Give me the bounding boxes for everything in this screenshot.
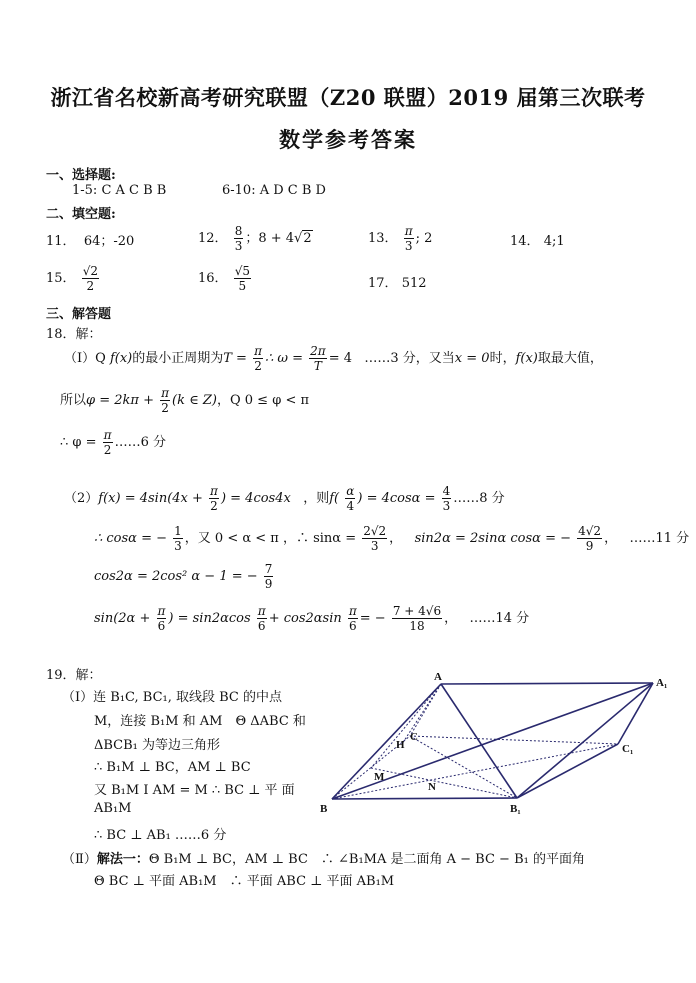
label-C1: C₁ [622,743,634,755]
label-C: C [410,731,418,743]
answer-17: 17． 512 [368,276,427,291]
q18-line-7: sin(2α + $\frac{\pi}{6}$ ) = sin2αcos $\frac{\pi}{6}$ + cos2αsin $\frac{\pi}{6}$ = − $\frac{7 + 4√6}{18}$ ， ……14 分 [94,604,530,633]
q19-line-3: ΔBCB₁ 为等边三角形 [94,738,221,753]
edge-A-A1 [441,683,653,684]
section-heading-choice: 一、选择题: [46,168,116,183]
q18-label: 18．解： [46,327,102,342]
q18-line-6: cos2α = 2cos² α − 1 = − $\frac{7}{9}$ [94,562,273,591]
q18-line-3: ∴ φ = $\frac{\pi}{2}$ ……6 分 [60,428,166,457]
q18-line-5: ∴ cosα = − $\frac{1}{3}$ ，又 0 < α < π ，∴ sinα = $\frac{2√2}{3}$ ， sin2α = 2sinα cosα = − $\frac{4√2}{9}$ ， ……11 分 [94,524,690,553]
edge-A-B1 [441,684,517,798]
answer-13: 13． $\frac{\pi}{3}$ ; 2 [368,224,433,253]
label-A1: A₁ [656,677,668,689]
answer-15: 15． $\frac{√2}{2}$ [46,264,98,293]
q18-line-1: （Ⅰ）Q f(x)的最小正周期为T = $\frac{\pi}{2}$ ∴ ω = $\frac{2\pi}{T}$ = 4 ……3 分，又当x = 0时，f(x)取最大值， [64,344,603,373]
edge-B-A [332,684,441,799]
answer-16: 16． $\frac{√5}{5}$ [198,264,250,293]
q19-line-6: AB₁M [94,801,132,816]
q19-line-4: ∴ B₁M ⊥ BC，AM ⊥ BC [94,760,251,775]
section-heading-fill: 二、填空题: [46,207,116,222]
edge-B-B1 [332,798,517,799]
label-N: N [428,781,436,793]
q19-label: 19．解： [46,668,102,683]
choice-answers-1-5: 1-5: C A C B B [72,183,167,198]
label-M: M [374,771,385,783]
choice-answers-6-10: 6-10: A D C B D [222,183,326,198]
edge-M-B1 [371,768,517,798]
label-B: B [320,803,328,815]
prism-figure [312,664,672,824]
edge-C1-B1 [517,744,618,798]
edge-A-H [402,684,441,744]
q19-line-5: 又 B₁M I AM = M ∴ BC ⊥ 平 面 [94,783,295,798]
q19-line-8: （Ⅱ）解法一：Θ B₁M ⊥ BC，AM ⊥ BC ∴ ∠B₁MA 是二面角 A − BC − B₁ 的平面角 [62,852,585,867]
edge-A1-B1 [517,683,653,798]
q18-line-4: （2）f(x) = 4sin(4x + $\frac{\pi}{2}$ ) = 4cos4x ，则f( $\frac{\alpha}{4}$ ) = 4cosα = $\frac{4}{3}$ ……8 分 [64,484,505,513]
q19-line-2: M，连接 B₁M 和 AM Θ ΔABC 和 [94,714,306,729]
edge-A1-C1 [618,683,653,744]
edge-A-M [371,684,441,768]
label-A: A [434,671,442,683]
label-H: H [396,739,405,751]
page-subtitle: 数学参考答案 [279,127,417,152]
answer-12: 12． $\frac{8}{3}$ ；8 + 4√2 [198,224,312,253]
q19-line-9: Θ BC ⊥ 平面 AB₁M ∴ 平面 ABC ⊥ 平面 AB₁M [94,874,395,889]
q18-line-2: 所以φ = 2kπ + $\frac{\pi}{2}$ (k ∈ Z)，Q 0 ≤ φ < π [60,386,310,415]
q19-line-1: （Ⅰ）连 B₁C, BC₁, 取线段 BC 的中点 [62,690,283,705]
q19-line-7: ∴ BC ⊥ AB₁ ……6 分 [94,828,227,843]
section-heading-solutions: 三、解答题 [46,307,112,322]
answer-11: 11． 64；-20 [46,234,135,249]
edge-C-B1 [410,736,517,798]
label-B1: B₁ [510,803,521,815]
page-title: 浙江省名校新高考研究联盟（Z20 联盟）2019 届第三次联考 [50,85,646,110]
answer-14: 14． 4;1 [510,234,565,249]
